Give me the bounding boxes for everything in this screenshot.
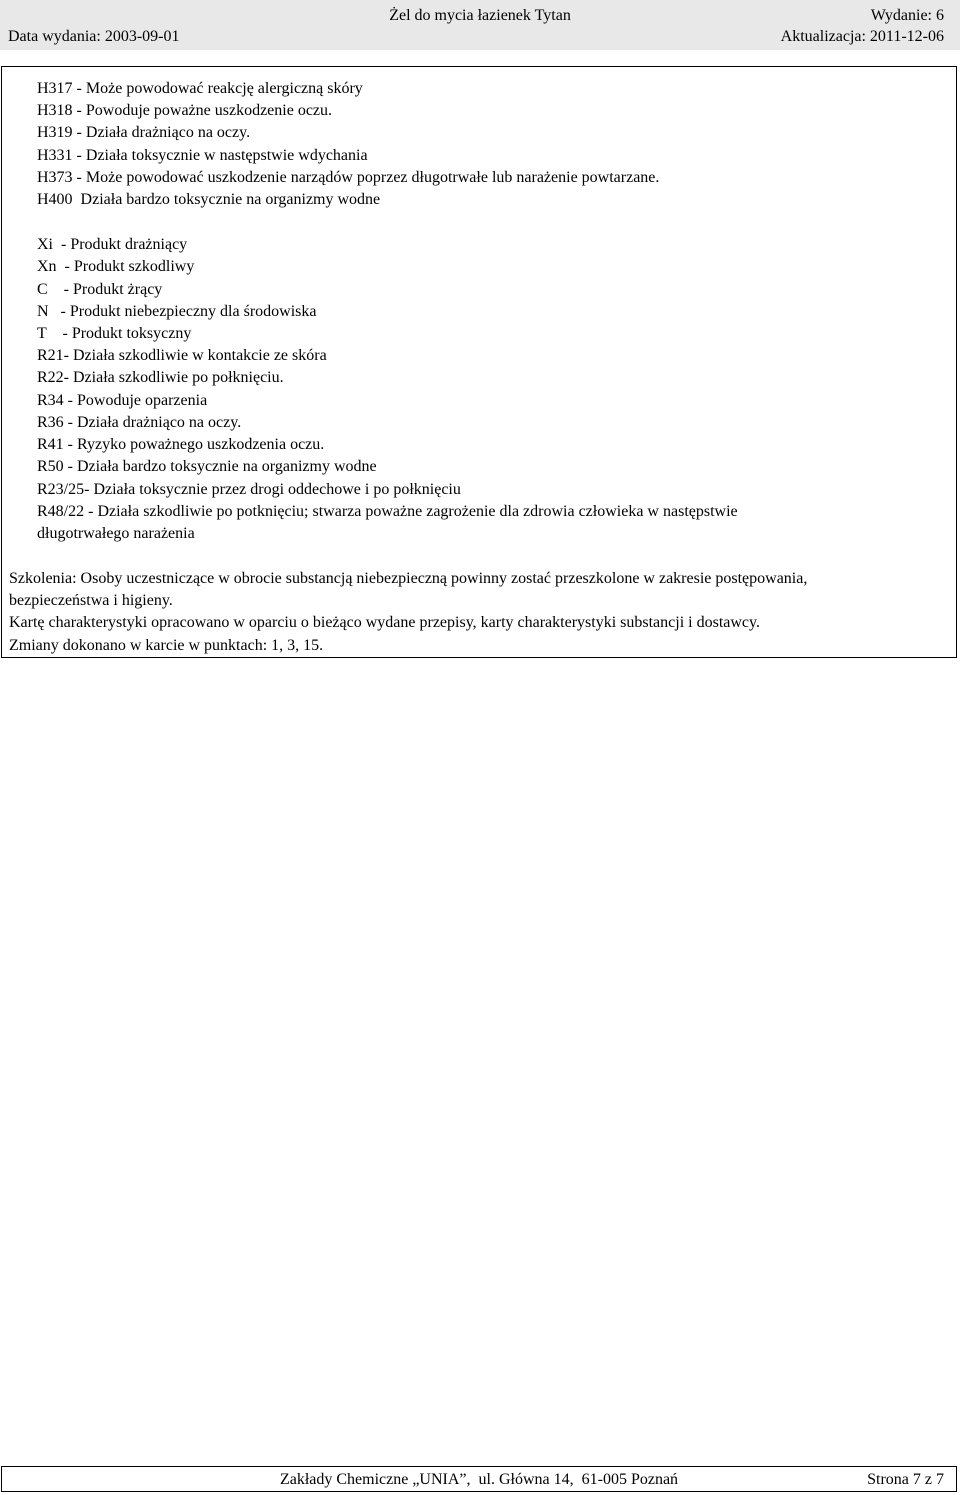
section-content-box — [1, 66, 957, 658]
hazard-symbol: T - Produkt toksyczny — [37, 325, 192, 342]
risk-phrase: R50 - Działa bardzo toksycznie na organizmy wodne — [37, 458, 377, 475]
training-note-continuation: bezpieczeństwa i higieny. — [9, 592, 173, 609]
risk-phrase: R36 - Działa drażniąco na oczy. — [37, 414, 242, 431]
edition-number: Wydanie: 6 — [870, 7, 944, 24]
training-note: Szkolenia: Osoby uczestniczące w obrocie substancją niebezpieczną powinny zostać przeszkolone w zakresie postępowania, — [9, 570, 808, 587]
hazard-symbol: Xi - Produkt drażniący — [37, 236, 188, 253]
changes-note: Zmiany dokonano w karcie w punktach: 1, 3, 15. — [9, 637, 324, 654]
risk-phrase: R41 - Ryzyko poważnego uszkodzenia oczu. — [37, 436, 325, 453]
risk-phrase-continuation: długotrwałego narażenia — [37, 525, 195, 542]
hazard-symbol: C - Produkt żrący — [37, 281, 163, 298]
update-date: Aktualizacja: 2011-12-06 — [780, 28, 944, 45]
hazard-statement: H400 Działa bardzo toksycznie na organizmy wodne — [37, 191, 381, 208]
risk-phrase: R21- Działa szkodliwie w kontakcie ze skóra — [37, 347, 327, 364]
sources-note: Kartę charakterystyki opracowano w oparciu o bieżąco wydane przepisy, karty charakterystyki substancji i dostawcy. — [9, 614, 760, 631]
hazard-statement: H317 - Może powodować reakcję alergiczną skóry — [37, 80, 363, 97]
hazard-statement: H331 - Działa toksycznie w następstwie wdychania — [37, 147, 368, 164]
risk-phrase: R22- Działa szkodliwie po połknięciu. — [37, 369, 284, 386]
risk-phrase: R34 - Powoduje oparzenia — [37, 392, 208, 409]
hazard-symbol: Xn - Produkt szkodliwy — [37, 258, 195, 275]
document-header — [0, 0, 960, 50]
hazard-statement: H373 - Może powodować uszkodzenie narządów poprzez długotrwałe lub narażenie powtarzane. — [37, 169, 660, 186]
page-number: Strona 7 z 7 — [867, 1471, 944, 1488]
issue-date: Data wydania: 2003-09-01 — [8, 28, 180, 45]
hazard-symbol: N - Produkt niebezpieczny dla środowiska — [37, 303, 317, 320]
document-footer — [1, 1466, 957, 1492]
hazard-statement: H318 - Powoduje poważne uszkodzenie oczu. — [37, 102, 333, 119]
risk-phrase: R23/25- Działa toksycznie przez drogi oddechowe i po połknięciu — [37, 481, 461, 498]
company-address: Zakłady Chemiczne „UNIA”, ul. Główna 14, 61-005 Poznań — [279, 1471, 679, 1488]
risk-phrase: R48/22 - Działa szkodliwie po potknięciu; stwarza poważne zagrożenie dla zdrowia człowieka w następstwie — [37, 503, 738, 520]
hazard-statement: H319 - Działa drażniąco na oczy. — [37, 124, 251, 141]
product-title: Żel do mycia łazienek Tytan — [389, 7, 571, 24]
